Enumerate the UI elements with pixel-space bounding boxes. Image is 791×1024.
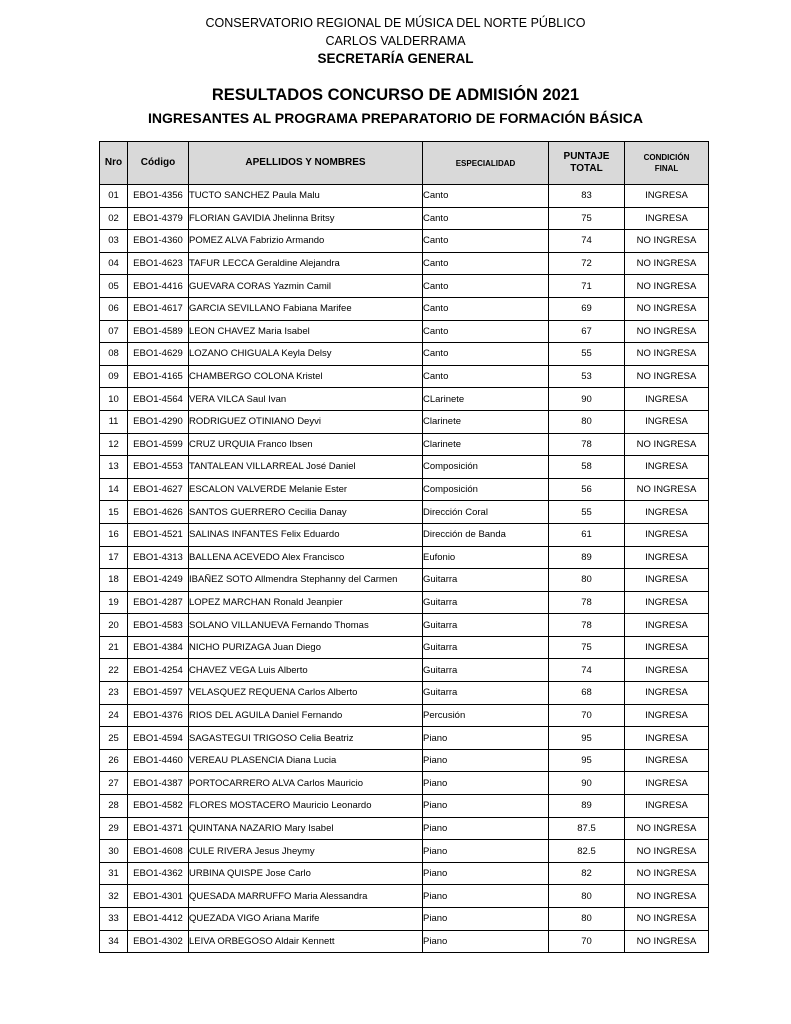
row-score: 87.5	[549, 817, 625, 840]
row-name: URBINA QUISPE Jose Carlo	[189, 862, 423, 885]
row-number: 24	[100, 704, 128, 727]
row-score: 80	[549, 885, 625, 908]
row-specialty: Canto	[423, 252, 549, 275]
row-code: EBO1-4629	[128, 343, 189, 366]
row-number: 19	[100, 591, 128, 614]
table-row	[100, 840, 709, 863]
row-specialty: Composición	[423, 456, 549, 479]
table-row	[100, 297, 709, 320]
row-condition: INGRESA	[625, 795, 709, 818]
row-score: 67	[549, 320, 625, 343]
row-number: 33	[100, 908, 128, 931]
row-number: 14	[100, 478, 128, 501]
row-specialty: Canto	[423, 320, 549, 343]
row-code: EBO1-4589	[128, 320, 189, 343]
row-number: 11	[100, 410, 128, 433]
row-specialty: Canto	[423, 343, 549, 366]
row-code: EBO1-4360	[128, 230, 189, 253]
table-row	[100, 343, 709, 366]
row-score: 55	[549, 343, 625, 366]
row-condition: INGRESA	[625, 772, 709, 795]
row-specialty: Piano	[423, 862, 549, 885]
row-score: 61	[549, 523, 625, 546]
row-score: 90	[549, 772, 625, 795]
row-number: 16	[100, 523, 128, 546]
row-score: 56	[549, 478, 625, 501]
row-specialty: Piano	[423, 908, 549, 931]
row-name: POMEZ ALVA Fabrizio Armando	[189, 230, 423, 253]
row-name: FLORIAN GAVIDIA Jhelinna Britsy	[189, 207, 423, 230]
table-row	[100, 885, 709, 908]
row-code: EBO1-4302	[128, 930, 189, 953]
row-score: 95	[549, 727, 625, 750]
row-name: VELASQUEZ REQUENA Carlos Alberto	[189, 682, 423, 705]
row-name: QUEZADA VIGO Ariana Marife	[189, 908, 423, 931]
row-specialty: Percusión	[423, 704, 549, 727]
row-name: GUEVARA CORAS Yazmin Camil	[189, 275, 423, 298]
row-code: EBO1-4376	[128, 704, 189, 727]
row-number: 08	[100, 343, 128, 366]
table-row	[100, 817, 709, 840]
table-row	[100, 433, 709, 456]
row-name: TAFUR LECCA Geraldine Alejandra	[189, 252, 423, 275]
row-condition: INGRESA	[625, 636, 709, 659]
row-condition: INGRESA	[625, 682, 709, 705]
row-condition: INGRESA	[625, 388, 709, 411]
table-row	[100, 185, 709, 208]
table-row	[100, 862, 709, 885]
row-name: RIOS DEL AGUILA Daniel Fernando	[189, 704, 423, 727]
row-name: SAGASTEGUI TRIGOSO Celia Beatriz	[189, 727, 423, 750]
row-name: TUCTO SANCHEZ Paula Malu	[189, 185, 423, 208]
row-number: 30	[100, 840, 128, 863]
row-score: 69	[549, 297, 625, 320]
row-number: 13	[100, 456, 128, 479]
table-row	[100, 614, 709, 637]
row-code: EBO1-4254	[128, 659, 189, 682]
row-name: CHAMBERGO COLONA Kristel	[189, 365, 423, 388]
row-number: 17	[100, 546, 128, 569]
table-row	[100, 501, 709, 524]
table-row	[100, 365, 709, 388]
row-condition: NO INGRESA	[625, 862, 709, 885]
row-code: EBO1-4623	[128, 252, 189, 275]
row-name: SANTOS GUERRERO Cecilia Danay	[189, 501, 423, 524]
row-code: EBO1-4165	[128, 365, 189, 388]
row-condition: INGRESA	[625, 523, 709, 546]
office-name: SECRETARÍA GENERAL	[317, 51, 474, 66]
row-code: EBO1-4583	[128, 614, 189, 637]
table-row	[100, 410, 709, 433]
row-name: GARCIA SEVILLANO Fabiana Marifee	[189, 297, 423, 320]
row-score: 80	[549, 908, 625, 931]
row-condition: NO INGRESA	[625, 343, 709, 366]
row-score: 80	[549, 569, 625, 592]
row-score: 78	[549, 614, 625, 637]
row-number: 12	[100, 433, 128, 456]
row-specialty: Canto	[423, 207, 549, 230]
row-code: EBO1-4249	[128, 569, 189, 592]
header-especialidad: ESPECIALIDAD	[423, 142, 549, 185]
row-name: FLORES MOSTACERO Mauricio Leonardo	[189, 795, 423, 818]
row-score: 82	[549, 862, 625, 885]
row-specialty: Piano	[423, 885, 549, 908]
row-name: CULE RIVERA Jesus Jheymy	[189, 840, 423, 863]
row-condition: NO INGRESA	[625, 365, 709, 388]
table-header-row	[100, 142, 709, 185]
row-name: TANTALEAN VILLARREAL José Daniel	[189, 456, 423, 479]
row-score: 75	[549, 207, 625, 230]
header-puntaje-line2: TOTAL	[570, 163, 603, 174]
row-condition: NO INGRESA	[625, 230, 709, 253]
row-code: EBO1-4582	[128, 795, 189, 818]
row-condition: INGRESA	[625, 659, 709, 682]
row-name: LEON CHAVEZ Maria Isabel	[189, 320, 423, 343]
row-specialty: Canto	[423, 230, 549, 253]
row-specialty: Guitarra	[423, 636, 549, 659]
row-number: 26	[100, 749, 128, 772]
row-code: EBO1-4521	[128, 523, 189, 546]
row-name: SALINAS INFANTES Felix Eduardo	[189, 523, 423, 546]
row-condition: NO INGRESA	[625, 817, 709, 840]
row-name: QUINTANA NAZARIO Mary Isabel	[189, 817, 423, 840]
row-name: CHAVEZ VEGA Luis Alberto	[189, 659, 423, 682]
table-row	[100, 772, 709, 795]
row-specialty: Guitarra	[423, 659, 549, 682]
row-number: 09	[100, 365, 128, 388]
row-condition: INGRESA	[625, 591, 709, 614]
header-condicion-line2: FINAL	[654, 164, 679, 173]
row-code: EBO1-4287	[128, 591, 189, 614]
row-condition: NO INGRESA	[625, 275, 709, 298]
row-name: QUESADA MARRUFFO Maria Alessandra	[189, 885, 423, 908]
row-condition: INGRESA	[625, 456, 709, 479]
row-condition: NO INGRESA	[625, 908, 709, 931]
row-specialty: Piano	[423, 817, 549, 840]
row-code: EBO1-4371	[128, 817, 189, 840]
table-row	[100, 636, 709, 659]
table-row	[100, 320, 709, 343]
row-specialty: Clarinete	[423, 433, 549, 456]
row-condition: INGRESA	[625, 614, 709, 637]
header-condicion	[625, 142, 709, 185]
row-score: 75	[549, 636, 625, 659]
header-puntaje	[549, 142, 625, 185]
row-condition: NO INGRESA	[625, 320, 709, 343]
row-score: 68	[549, 682, 625, 705]
row-number: 21	[100, 636, 128, 659]
row-name: LOZANO CHIGUALA Keyla Delsy	[189, 343, 423, 366]
row-score: 58	[549, 456, 625, 479]
row-condition: INGRESA	[625, 207, 709, 230]
table-row	[100, 523, 709, 546]
row-number: 02	[100, 207, 128, 230]
table-row	[100, 659, 709, 682]
header-condicion-line1: CONDICIÓN	[643, 153, 690, 162]
row-name: NICHO PURIZAGA Juan Diego	[189, 636, 423, 659]
row-name: VEREAU PLASENCIA Diana Lucia	[189, 749, 423, 772]
table-row	[100, 908, 709, 931]
row-specialty: Canto	[423, 365, 549, 388]
row-number: 15	[100, 501, 128, 524]
row-specialty: Guitarra	[423, 682, 549, 705]
row-condition: INGRESA	[625, 501, 709, 524]
row-score: 71	[549, 275, 625, 298]
row-number: 04	[100, 252, 128, 275]
institution-subname: CARLOS VALDERRAMA	[325, 34, 466, 48]
header-codigo: Código	[128, 142, 189, 185]
row-code: EBO1-4387	[128, 772, 189, 795]
row-number: 01	[100, 185, 128, 208]
row-score: 90	[549, 388, 625, 411]
row-specialty: Canto	[423, 275, 549, 298]
header-nombres: APELLIDOS Y NOMBRES	[189, 142, 423, 185]
header-nro: Nro	[100, 142, 128, 185]
row-condition: NO INGRESA	[625, 433, 709, 456]
row-condition: NO INGRESA	[625, 478, 709, 501]
row-number: 20	[100, 614, 128, 637]
header-puntaje-line1: PUNTAJE	[563, 151, 610, 162]
row-score: 74	[549, 659, 625, 682]
row-code: EBO1-4564	[128, 388, 189, 411]
row-number: 22	[100, 659, 128, 682]
results-body	[100, 185, 709, 953]
table-row	[100, 207, 709, 230]
row-condition: NO INGRESA	[625, 885, 709, 908]
row-score: 78	[549, 433, 625, 456]
row-name: BALLENA ACEVEDO Alex Francisco	[189, 546, 423, 569]
row-specialty: CLarinete	[423, 388, 549, 411]
row-specialty: Composición	[423, 478, 549, 501]
row-specialty: Piano	[423, 930, 549, 953]
document-subtitle: INGRESANTES AL PROGRAMA PREPARATORIO DE FORMACIÓN BÁSICA	[148, 110, 643, 126]
row-score: 95	[549, 749, 625, 772]
row-number: 25	[100, 727, 128, 750]
row-specialty: Piano	[423, 749, 549, 772]
row-code: EBO1-4599	[128, 433, 189, 456]
row-specialty: Guitarra	[423, 569, 549, 592]
row-code: EBO1-4626	[128, 501, 189, 524]
table-row	[100, 749, 709, 772]
row-specialty: Dirección Coral	[423, 501, 549, 524]
row-number: 07	[100, 320, 128, 343]
row-number: 18	[100, 569, 128, 592]
row-number: 10	[100, 388, 128, 411]
row-score: 89	[549, 546, 625, 569]
row-name: RODRIGUEZ OTINIANO Deyvi	[189, 410, 423, 433]
row-score: 78	[549, 591, 625, 614]
row-number: 05	[100, 275, 128, 298]
table-row	[100, 795, 709, 818]
row-specialty: Clarinete	[423, 410, 549, 433]
row-name: LOPEZ MARCHAN Ronald Jeanpier	[189, 591, 423, 614]
row-number: 03	[100, 230, 128, 253]
table-row	[100, 569, 709, 592]
row-score: 70	[549, 930, 625, 953]
row-name: VERA VILCA Saul Ivan	[189, 388, 423, 411]
row-code: EBO1-4627	[128, 478, 189, 501]
row-score: 72	[549, 252, 625, 275]
table-row	[100, 230, 709, 253]
table-row	[100, 591, 709, 614]
row-condition: NO INGRESA	[625, 930, 709, 953]
table-row	[100, 456, 709, 479]
row-code: EBO1-4412	[128, 908, 189, 931]
row-condition: NO INGRESA	[625, 297, 709, 320]
row-specialty: Eufonio	[423, 546, 549, 569]
row-number: 23	[100, 682, 128, 705]
table-row	[100, 478, 709, 501]
row-score: 70	[549, 704, 625, 727]
table-row	[100, 546, 709, 569]
row-specialty: Piano	[423, 727, 549, 750]
row-code: EBO1-4379	[128, 207, 189, 230]
row-number: 28	[100, 795, 128, 818]
row-code: EBO1-4416	[128, 275, 189, 298]
row-code: EBO1-4290	[128, 410, 189, 433]
table-row	[100, 682, 709, 705]
row-code: EBO1-4460	[128, 749, 189, 772]
row-specialty: Canto	[423, 185, 549, 208]
row-code: EBO1-4301	[128, 885, 189, 908]
row-condition: INGRESA	[625, 185, 709, 208]
row-condition: INGRESA	[625, 546, 709, 569]
row-number: 34	[100, 930, 128, 953]
row-specialty: Canto	[423, 297, 549, 320]
row-specialty: Guitarra	[423, 591, 549, 614]
row-condition: NO INGRESA	[625, 252, 709, 275]
results-table	[99, 141, 709, 953]
row-condition: INGRESA	[625, 704, 709, 727]
institution-name: CONSERVATORIO REGIONAL DE MÚSICA DEL NORTE PÚBLICO	[205, 16, 586, 30]
table-row	[100, 275, 709, 298]
row-code: EBO1-4384	[128, 636, 189, 659]
row-code: EBO1-4356	[128, 185, 189, 208]
row-name: IBAÑEZ SOTO Allmendra Stephanny del Carmen	[189, 569, 423, 592]
row-score: 53	[549, 365, 625, 388]
document-title: RESULTADOS CONCURSO DE ADMISIÓN 2021	[211, 86, 580, 104]
row-number: 29	[100, 817, 128, 840]
table-row	[100, 252, 709, 275]
row-name: ESCALON VALVERDE Melanie Ester	[189, 478, 423, 501]
row-code: EBO1-4608	[128, 840, 189, 863]
row-code: EBO1-4553	[128, 456, 189, 479]
table-row	[100, 727, 709, 750]
row-score: 80	[549, 410, 625, 433]
row-code: EBO1-4313	[128, 546, 189, 569]
row-condition: INGRESA	[625, 749, 709, 772]
row-specialty: Guitarra	[423, 614, 549, 637]
row-condition: INGRESA	[625, 569, 709, 592]
row-number: 32	[100, 885, 128, 908]
table-row	[100, 388, 709, 411]
row-condition: INGRESA	[625, 727, 709, 750]
row-name: SOLANO VILLANUEVA Fernando Thomas	[189, 614, 423, 637]
row-number: 27	[100, 772, 128, 795]
row-condition: INGRESA	[625, 410, 709, 433]
row-score: 74	[549, 230, 625, 253]
row-code: EBO1-4597	[128, 682, 189, 705]
row-specialty: Dirección de Banda	[423, 523, 549, 546]
row-name: LEIVA ORBEGOSO Aldair Kennett	[189, 930, 423, 953]
table-row	[100, 704, 709, 727]
row-specialty: Piano	[423, 840, 549, 863]
row-name: PORTOCARRERO ALVA Carlos Mauricio	[189, 772, 423, 795]
row-code: EBO1-4594	[128, 727, 189, 750]
row-score: 82.5	[549, 840, 625, 863]
table-row	[100, 930, 709, 953]
row-name: CRUZ URQUIA Franco Ibsen	[189, 433, 423, 456]
row-score: 55	[549, 501, 625, 524]
row-score: 89	[549, 795, 625, 818]
row-condition: NO INGRESA	[625, 840, 709, 863]
row-number: 31	[100, 862, 128, 885]
row-code: EBO1-4362	[128, 862, 189, 885]
row-score: 83	[549, 185, 625, 208]
row-specialty: Piano	[423, 795, 549, 818]
row-number: 06	[100, 297, 128, 320]
row-specialty: Piano	[423, 772, 549, 795]
row-code: EBO1-4617	[128, 297, 189, 320]
